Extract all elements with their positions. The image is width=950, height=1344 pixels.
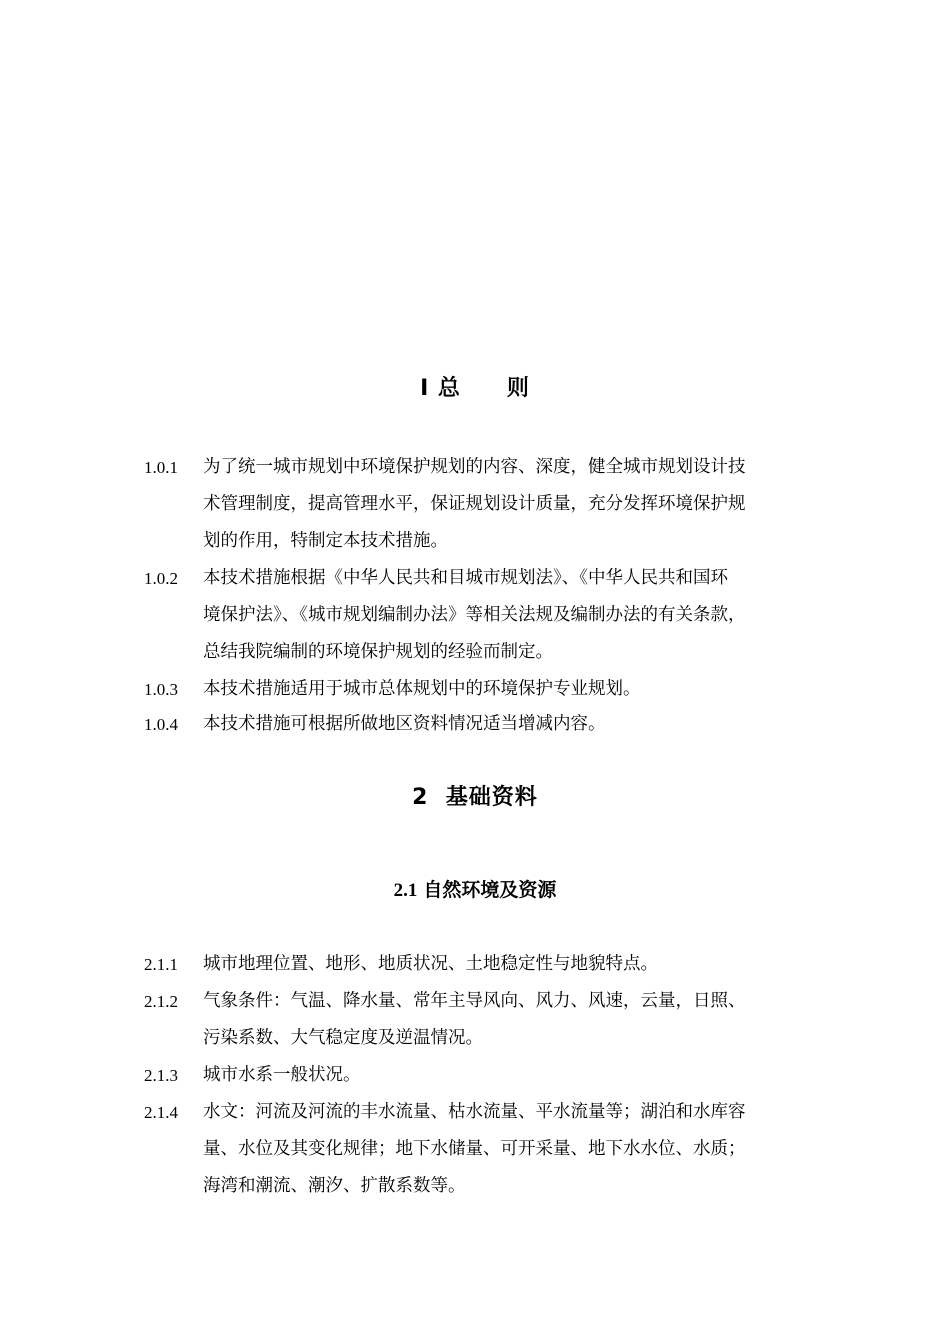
clause-2-1-2 — [144, 983, 834, 1057]
clause-number: 2.1.2 — [144, 992, 178, 1011]
clause-text-line: 划的作用，特制定本技术措施。 — [203, 531, 448, 551]
clause-text-line: 水文：河流及河流的丰水流量、枯水流量、平水流量等；湖泊和水库容 — [203, 1102, 746, 1122]
clause-number: 1.0.4 — [144, 715, 178, 734]
clause-number: 1.0.2 — [144, 569, 178, 588]
section-title-text: 自然环境及资源 — [423, 879, 557, 901]
clause-text-line: 本技术措施根据《中华人民共和目城市规划法》、《中华人民共和国环 — [203, 568, 728, 588]
clause-2-1-1 — [144, 946, 834, 983]
clause-text-line: 术管理制度，提高管理水平，保证规划设计质量，充分发挥环境保护规 — [203, 494, 746, 514]
clause-1-0-2 — [144, 560, 834, 671]
chapter-1-title: I 总 则 — [420, 376, 530, 401]
clause-1-0-3 — [144, 671, 834, 708]
clause-text-line: 城市水系一般状况。 — [203, 1065, 361, 1085]
clause-text-line: 本技术措施可根据所做地区资料情况适当增减内容。 — [203, 714, 606, 734]
clause-text-line: 境保护法》、《城市规划编制办法》等相关法规及编制办法的有关条款， — [203, 605, 746, 625]
clause-text-line: 城市地理位置、地形、地质状况、土地稳定性与地貌特点。 — [203, 954, 658, 974]
clause-number: 1.0.3 — [144, 680, 178, 699]
clause-text-line: 为了统一城市规划中环境保护规划的内容、深度，健全城市规划设计技 — [203, 457, 746, 477]
chapter-2-title: 2 基础资料 — [412, 785, 538, 810]
clause-text-line: 海湾和潮流、潮汐、扩散系数等。 — [203, 1176, 466, 1196]
clause-number: 2.1.1 — [144, 955, 178, 974]
clause-text-line: 总结我院编制的环境保护规划的经验而制定。 — [203, 642, 553, 662]
clause-2-1-4 — [144, 1094, 834, 1205]
clause-number: 1.0.1 — [144, 458, 178, 477]
clause-text-line: 污染系数、大气稳定度及逆温情况。 — [203, 1028, 483, 1048]
clause-number: 2.1.3 — [144, 1066, 178, 1085]
clause-text-line: 本技术措施适用于城市总体规划中的环境保护专业规划。 — [203, 679, 641, 699]
clause-2-1-3 — [144, 1057, 834, 1094]
clause-number: 2.1.4 — [144, 1103, 178, 1122]
clause-text-line: 量、水位及其变化规律；地下水储量、可开采量、地下水水位、水质； — [203, 1139, 746, 1159]
clause-1-0-1 — [144, 449, 834, 560]
clause-1-0-4 — [144, 706, 834, 743]
section-2-1-title — [0, 875, 950, 902]
section-number: 2.1 — [393, 880, 418, 901]
clause-text-line: 气象条件：气温、降水量、常年主导风向、风力、风速，云量，日照、 — [203, 991, 746, 1011]
